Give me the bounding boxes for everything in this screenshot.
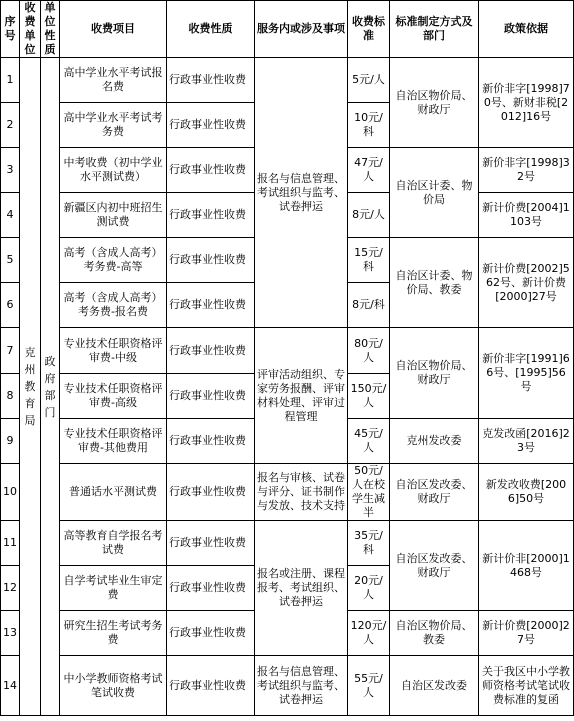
standard-cell: 20元/人	[348, 566, 390, 611]
standard-cell: 80元/人	[348, 328, 390, 374]
header-item: 收费项目	[60, 1, 167, 58]
standard-cell: 47元/人	[348, 148, 390, 193]
standard-cell: 5元/人	[348, 58, 390, 103]
standard-cell: 55元/人	[348, 656, 390, 716]
seq-cell: 10	[1, 464, 20, 521]
nature-cell: 行政事业性收费	[167, 419, 255, 464]
item-cell: 专业技术任职资格评审费-高级	[60, 374, 167, 419]
header-standard: 收费标准	[348, 1, 390, 58]
nature-cell: 行政事业性收费	[167, 611, 255, 656]
basis-cell: 新价非字[1998]70号、新财非税[2012]16号	[479, 58, 574, 148]
item-cell: 新疆区内初中班招生测试费	[60, 193, 167, 238]
nature-cell: 行政事业性收费	[167, 283, 255, 328]
seq-cell: 5	[1, 238, 20, 283]
item-cell: 高中学业水平考试报名费	[60, 58, 167, 103]
standard-cell: 15元/科	[348, 238, 390, 283]
basis-cell: 新价非字[1998]32号	[479, 148, 574, 193]
seq-cell: 3	[1, 148, 20, 193]
seq-cell: 9	[1, 419, 20, 464]
unit-dept-cell: 克州教育局	[20, 58, 41, 716]
nature-cell: 行政事业性收费	[167, 58, 255, 103]
basis-cell: 新计价费[2002]562号、新计价费[2000]27号	[479, 238, 574, 328]
table-row	[1, 464, 574, 521]
basis-cell: 克发改函[2016]23号	[479, 419, 574, 464]
header-unit-dept: 收费单位	[20, 1, 41, 58]
service-cell: 报名与信息管理、考试组织与监考、试卷押运	[255, 656, 348, 716]
seq-cell: 8	[1, 374, 20, 419]
seq-cell: 12	[1, 566, 20, 611]
seq-cell: 4	[1, 193, 20, 238]
service-cell: 报名与审核、试卷与评分、证书制作与发放、技术支持	[255, 464, 348, 521]
item-cell: 普通话水平测试费	[60, 464, 167, 521]
header-service: 服务内或涉及事项	[255, 1, 348, 58]
standard-cell: 50元/人在校学生减半	[348, 464, 390, 521]
seq-cell: 14	[1, 656, 20, 716]
basis-cell: 新计价费[2000]27号	[479, 611, 574, 656]
nature-cell: 行政事业性收费	[167, 566, 255, 611]
standard-cell: 120元/人	[348, 611, 390, 656]
seq-cell: 13	[1, 611, 20, 656]
table-row	[1, 58, 574, 103]
authority-cell: 克州发改委	[390, 419, 479, 464]
item-cell: 自学考试毕业生审定费	[60, 566, 167, 611]
header-row	[1, 1, 574, 58]
seq-cell: 2	[1, 103, 20, 148]
seq-cell: 7	[1, 328, 20, 374]
standard-cell: 150元/人	[348, 374, 390, 419]
nature-cell: 行政事业性收费	[167, 328, 255, 374]
table-row	[1, 521, 574, 566]
standard-cell: 10元/科	[348, 103, 390, 148]
nature-cell: 行政事业性收费	[167, 238, 255, 283]
header-authority: 标准制定方式及部门	[390, 1, 479, 58]
nature-cell: 行政事业性收费	[167, 193, 255, 238]
seq-cell: 1	[1, 58, 20, 103]
service-cell: 报名与信息管理、考试组织与监考、试卷押运	[255, 58, 348, 328]
basis-cell: 新发改收费[2006]50号	[479, 464, 574, 521]
standard-cell: 35元/科	[348, 521, 390, 566]
authority-cell: 自治区计委、物价局、教委	[390, 238, 479, 328]
authority-cell: 自治区物价局、财政厅	[390, 58, 479, 148]
item-cell: 中考收费（初中学业水平测试费）	[60, 148, 167, 193]
basis-cell: 关于我区中小学教师资格考试笔试收费标准的复函	[479, 656, 574, 716]
service-cell: 评审活动组织、专家劳务报酬、评审材料处理、评审过程管理	[255, 328, 348, 464]
authority-cell: 自治区计委、物价局	[390, 148, 479, 238]
header-basis: 政策依据	[479, 1, 574, 58]
item-cell: 专业技术任职资格评审费-其他费用	[60, 419, 167, 464]
standard-cell: 8元/人	[348, 193, 390, 238]
standard-cell: 45元/人	[348, 419, 390, 464]
authority-cell: 自治区发改委、财政厅	[390, 464, 479, 521]
nature-cell: 行政事业性收费	[167, 521, 255, 566]
item-cell: 中小学教师资格考试笔试收费	[60, 656, 167, 716]
table-row	[1, 328, 574, 374]
unit-nature-cell: 政府部门	[41, 58, 60, 716]
seq-cell: 11	[1, 521, 20, 566]
item-cell: 高考（含成人高考）考务费-报名费	[60, 283, 167, 328]
header-seq: 序号	[1, 1, 20, 58]
basis-cell: 新价非字[1991]66号、[1995]56号	[479, 328, 574, 419]
seq-cell: 6	[1, 283, 20, 328]
nature-cell: 行政事业性收费	[167, 148, 255, 193]
nature-cell: 行政事业性收费	[167, 103, 255, 148]
authority-cell: 自治区物价局、财政厅	[390, 328, 479, 419]
basis-cell: 新计价非[2000]1468号	[479, 521, 574, 611]
item-cell: 研究生招生考试考务费	[60, 611, 167, 656]
item-cell: 专业技术任职资格评审费-中级	[60, 328, 167, 374]
item-cell: 高等教育自学报名考试费	[60, 521, 167, 566]
basis-cell: 新计价费[2004]1103号	[479, 193, 574, 238]
authority-cell: 自治区发改委、财政厅	[390, 521, 479, 611]
standard-cell: 8元/科	[348, 283, 390, 328]
nature-cell: 行政事业性收费	[167, 464, 255, 521]
nature-cell: 行政事业性收费	[167, 656, 255, 716]
table-row	[1, 656, 574, 716]
nature-cell: 行政事业性收费	[167, 374, 255, 419]
authority-cell: 自治区发改委	[390, 656, 479, 716]
item-cell: 高中学业水平考试考务费	[60, 103, 167, 148]
header-unit-nature: 单位性质	[41, 1, 60, 58]
item-cell: 高考（含成人高考）考务费-高等	[60, 238, 167, 283]
authority-cell: 自治区物价局、教委	[390, 611, 479, 656]
header-nature: 收费性质	[167, 1, 255, 58]
service-cell: 报名或注册、课程报考、考试组织、试卷押运	[255, 521, 348, 656]
